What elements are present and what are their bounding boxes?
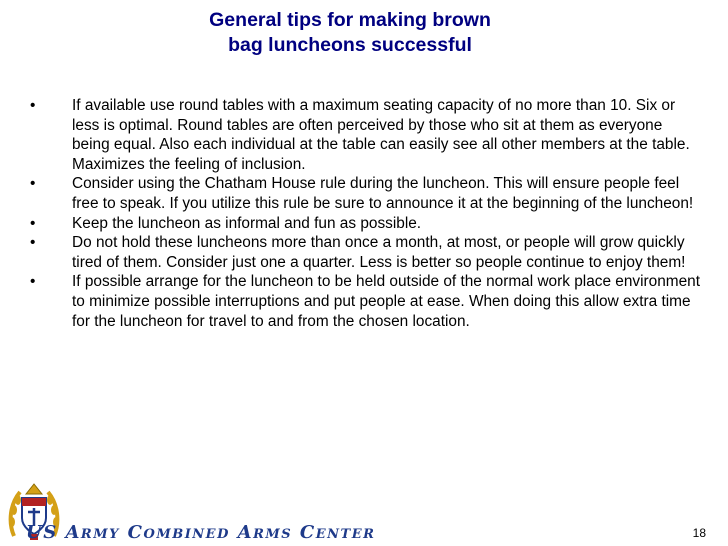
bullet-marker: • <box>30 97 36 114</box>
bullet-item <box>30 174 700 213</box>
bullet-text: Do not hold these luncheons more than once a month, at most, or people will grow quickly tired of them. Consider just one a quarter. Less is better so people continue to enjoy them! <box>72 234 686 271</box>
bullet-text: Keep the luncheon as informal and fun as possible. <box>72 214 422 232</box>
bullet-marker: • <box>30 175 36 193</box>
slide-title <box>120 8 580 58</box>
bullet-item <box>30 233 700 272</box>
bullet-item <box>30 214 700 234</box>
bullet-text: If available use round tables with a maximum seating capacity of no more than 10. Six or less is optimal. Round tables are often perceived by those who sit at them as everyone being equal. Also each individual at the table can easily see all other members at the table. Maximizes the feeling of inclusion. <box>72 97 690 173</box>
bullet-text: If possible arrange for the luncheon to be held outside of the normal work place environment to minimize possible interruptions and put people at ease. When doing this allow extra time for the luncheon for travel to and from the chosen location. <box>72 273 700 330</box>
page-number: 18 <box>692 526 706 540</box>
bullet-item <box>30 96 700 174</box>
bullet-item <box>30 272 700 331</box>
bullet-marker: • <box>30 214 36 232</box>
bullet-list <box>30 96 700 331</box>
slide-title-line-2: bag luncheons successful <box>228 34 472 56</box>
bullet-text: Consider using the Chatham House rule during the luncheon. This will ensure people feel free to speak. If you utilize this rule be sure to announce it at the beginning of the luncheon! <box>72 175 694 212</box>
bullet-marker: • <box>30 234 36 252</box>
footer-organization: US Army Combined Arms Center <box>26 522 376 543</box>
slide-title-line-1: General tips for making brown <box>209 9 491 31</box>
bullet-marker: • <box>30 273 36 291</box>
